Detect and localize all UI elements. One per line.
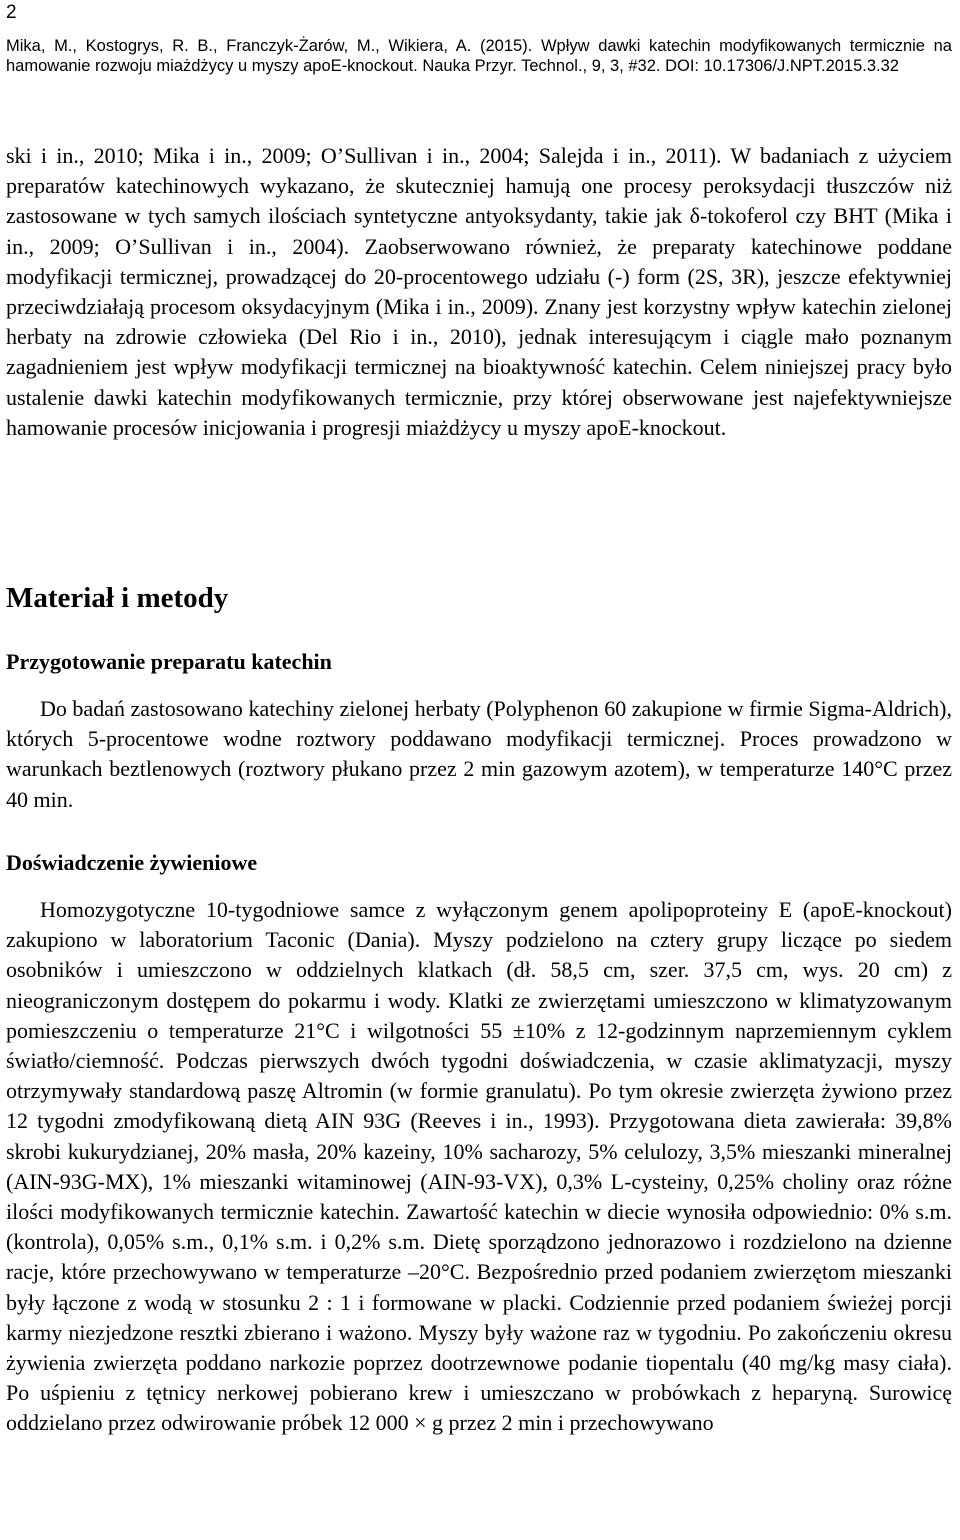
section-title: Materiał i metody: [6, 582, 229, 614]
paragraph-feeding: Homozygotyczne 10-tygodniowe samce z wyłączonym genem apolipoproteiny E (apoE-knockout) zakupiono w laboratorium Taconic (Dania). Myszy podzielono na cztery grupy liczące po siedem osobników i umieszczono w oddzielnych klatkach (dł. 58,5 cm, szer. 37,5 cm, wys. 20 cm) z nieograniczonym dostępem do pokarmu i wody. Klatki ze zwierzętami umieszczono w klimatyzowanym pomieszczeniu o temperaturze 21°C i wilgotności 55 ±10% z 12-godzinnym naprzemiennym cyklem światło/ciemność. Podczas pierwszych dwóch tygodni doświadczenia, w czasie aklimatyzacji, myszy otrzymywały standardową paszę Altromin (w formie granulatu). Po tym okresie zwierzęta żywiono przez 12 tygodni zmodyfikowaną dietą AIN 93G (Reeves i in., 1993). Przygotowana dieta zawierała: 39,8% skrobi kukurydzianej, 20% masła, 20% kazeiny, 10% sacharozy, 5% celulozy, 3,5% mieszanki mineralnej (AIN-93G-MX), 1% mieszanki witaminowej (AIN-93-VX), 0,3% L-cysteiny, 0,25% choliny oraz różne ilości modyfikowanych termicznie katechin. Zawartość katechin w diecie wynosiła odpowiednio: 0% s.m. (kontrola), 0,05% s.m., 0,1% s.m. i 0,2% s.m. Dietę sporządzono jednorazowo i rozdzielono na dzienne racje, które przechowywano w temperaturze –20°C. Bezpośrednio przed podaniem zwierzętom mieszanki były łączone z wodą w stosunku 2 : 1 i formowane w placki. Codziennie przed podaniem świeżej porcji karmy niezjedzone resztki zbierano i ważono. Myszy były ważone raz w tygodniu. Po zakończeniu okresu żywienia zwierzęta poddano narkozie poprzez dootrzewnowe podanie tiopentalu (40 mg/kg masy ciała). Po uśpieniu z tętnicy nerkowej pobierano krew i umieszczano w probówkach z heparyną. Surowicę oddzielano przez odwirowanie próbek 12 000 × g przez 2 min i przechowywano: [6, 897, 952, 1436]
paragraph-preparation: Do badań zastosowano katechiny zielonej herbaty (Polyphenon 60 zakupione w firmie Sigma-Aldrich), których 5-procentowe wodne roztwory poddawano modyfikacji termicznej. Proces prowadzono w warunkach beztlenowych (roztwory płukano przez 2 min gazowym azotem), w temperaturze 140°C przez 40 min.: [6, 696, 952, 812]
subsection-title-feeding: Doświadczenie żywieniowe: [6, 850, 258, 875]
page-number: 2: [6, 2, 17, 23]
article-citation: Mika, M., Kostogrys, R. B., Franczyk-Żarów, M., Wikiera, A. (2015). Wpływ dawki katechin modyfikowanych termicznie na hamowanie rozwoju miażdżycy u myszy apoE-knockout. Nauka Przyr. Technol., 9, 3, #32. DOI: 10.17306/J.NPT.2015.3.32: [6, 37, 952, 75]
intro-paragraph: ski i in., 2010; Mika i in., 2009; O’Sullivan i in., 2004; Salejda i in., 2011). W badaniach z użyciem preparatów katechinowych wykazano, że skuteczniej hamują one procesy peroksydacji tłuszczów niż zastosowane w tych samych ilościach syntetyczne antyoksydanty, takie jak δ-tokoferol czy BHT (Mika i in., 2009; O’Sullivan i in., 2004). Zaobserwowano również, że preparaty katechinowe poddane modyfikacji termicznej, prowadzącej do 20-procentowego udziału (-) form (2S, 3R), jeszcze efektywniej przeciwdziałają procesom oksydacyjnym (Mika i in., 2009). Znany jest korzystny wpływ katechin zielonej herbaty na zdrowie człowieka (Del Rio i in., 2010), jednak interesującym i ciągle mało poznanym zagadnieniem jest wpływ modyfikacji termicznej na bioaktywność katechin. Celem niniejszej pracy było ustalenie dawki katechin modyfikowanych termicznie, przy której obserwowane jest najefektywniejsze hamowanie procesów inicjowania i progresji miażdżycy u myszy apoE-knockout.: [6, 143, 952, 440]
subsection-title-preparation: Przygotowanie preparatu katechin: [6, 649, 332, 674]
